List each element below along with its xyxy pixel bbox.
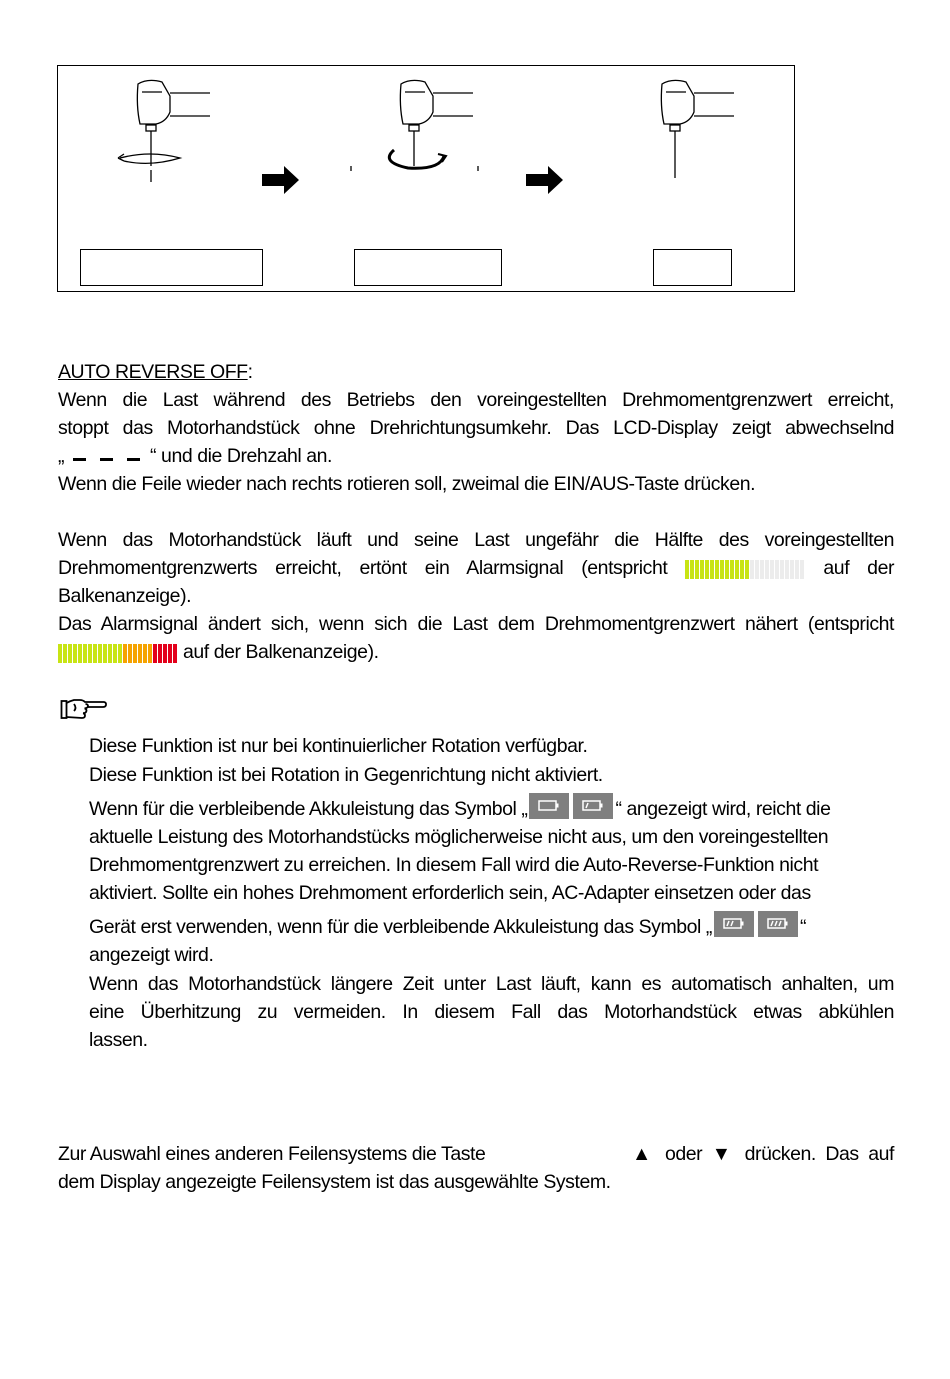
handpiece-stage-2	[351, 80, 478, 171]
arrow-right-icon	[262, 166, 299, 194]
note-4-line1: Wenn das Motorhandstück längere Zeit unter Last läuft, kann es automatisch anhalten, um	[89, 973, 894, 995]
section-heading: AUTO REVERSE OFF:	[58, 361, 253, 383]
note-3-line6: angezeigt wird.	[89, 944, 214, 966]
para2-line2: Drehmomentgrenzwerts erreicht, ertönt ein Alarmsignal (entspricht auf der	[58, 557, 895, 579]
para1-line1: Wenn die Last während des Betriebs den voreingestellten Drehmomentgrenzwert erreicht,	[58, 389, 894, 411]
note-4-line3: lassen.	[89, 1029, 148, 1051]
battery-two-bars-icon	[714, 911, 754, 937]
lcd-dashes-icon	[64, 450, 150, 464]
para2-line3: Balkenanzeige).	[58, 585, 192, 607]
note-3-line1: Wenn für die verbleibende Akkuleistung das Symbol „ “ angezeigt wird, reicht die	[89, 795, 894, 823]
handpiece-stage-3	[661, 80, 734, 178]
arrow-right-icon	[526, 166, 563, 194]
para1-line3: „ “ und die Drehzahl an.	[58, 445, 333, 467]
para2-line4: Das Alarmsignal ändert sich, wenn sich die Last dem Drehmomentgrenzwert nähert (entspricht	[58, 613, 894, 635]
battery-low-icon	[529, 793, 569, 819]
stage-1-label-box	[80, 249, 263, 286]
battery-full-icon	[758, 911, 798, 937]
torque-bar-half-indicator	[685, 559, 805, 578]
note-3-line2: aktuelle Leistung des Motorhandstücks möglicherweise nicht aus, um den voreingestellten	[89, 826, 829, 848]
torque-bar-full-indicator	[58, 643, 178, 662]
note-2: Diese Funktion ist bei Rotation in Gegenrichtung nicht aktiviert.	[89, 764, 603, 786]
note-4-line2: eine Überhitzung zu vermeiden. In diesem Fall das Motorhandstück etwas abkühlen	[89, 1001, 894, 1023]
note-3-line3: Drehmomentgrenzwert zu erreichen. In diesem Fall wird die Auto-Reverse-Funktion nicht	[89, 854, 819, 876]
note-1: Diese Funktion ist nur bei kontinuierlicher Rotation verfügbar.	[89, 735, 588, 757]
handpiece-stage-1	[118, 80, 210, 182]
para2-line1: Wenn das Motorhandstück läuft und seine Last ungefähr die Hälfte des voreingestellten	[58, 529, 894, 551]
note-3-line4: aktiviert. Sollte ein hohes Drehmoment erforderlich sein, AC-Adapter einsetzen oder das	[89, 882, 811, 904]
auto-reverse-illustration	[57, 65, 795, 292]
para1-line4: Wenn die Feile wieder nach rechts rotieren soll, zweimal die EIN/AUS-Taste drücken.	[58, 473, 756, 495]
note-3-line5: Gerät erst verwenden, wenn für die verbleibende Akkuleistung das Symbol „ “	[89, 913, 894, 941]
stage-2-label-box	[354, 249, 502, 286]
para1-line2: stoppt das Motorhandstück ohne Drehrichtungsumkehr. Das LCD-Display zeigt abwechselnd	[58, 417, 894, 439]
para2-line5: auf der Balkenanzeige).	[58, 638, 894, 666]
battery-one-bar-icon	[573, 793, 613, 819]
arrow-right-icons	[262, 166, 563, 194]
stage-3-label-box	[653, 249, 732, 286]
pointing-hand-icon	[60, 698, 108, 722]
para3-line2: dem Display angezeigte Feilensystem ist das ausgewählte System.	[58, 1171, 611, 1193]
